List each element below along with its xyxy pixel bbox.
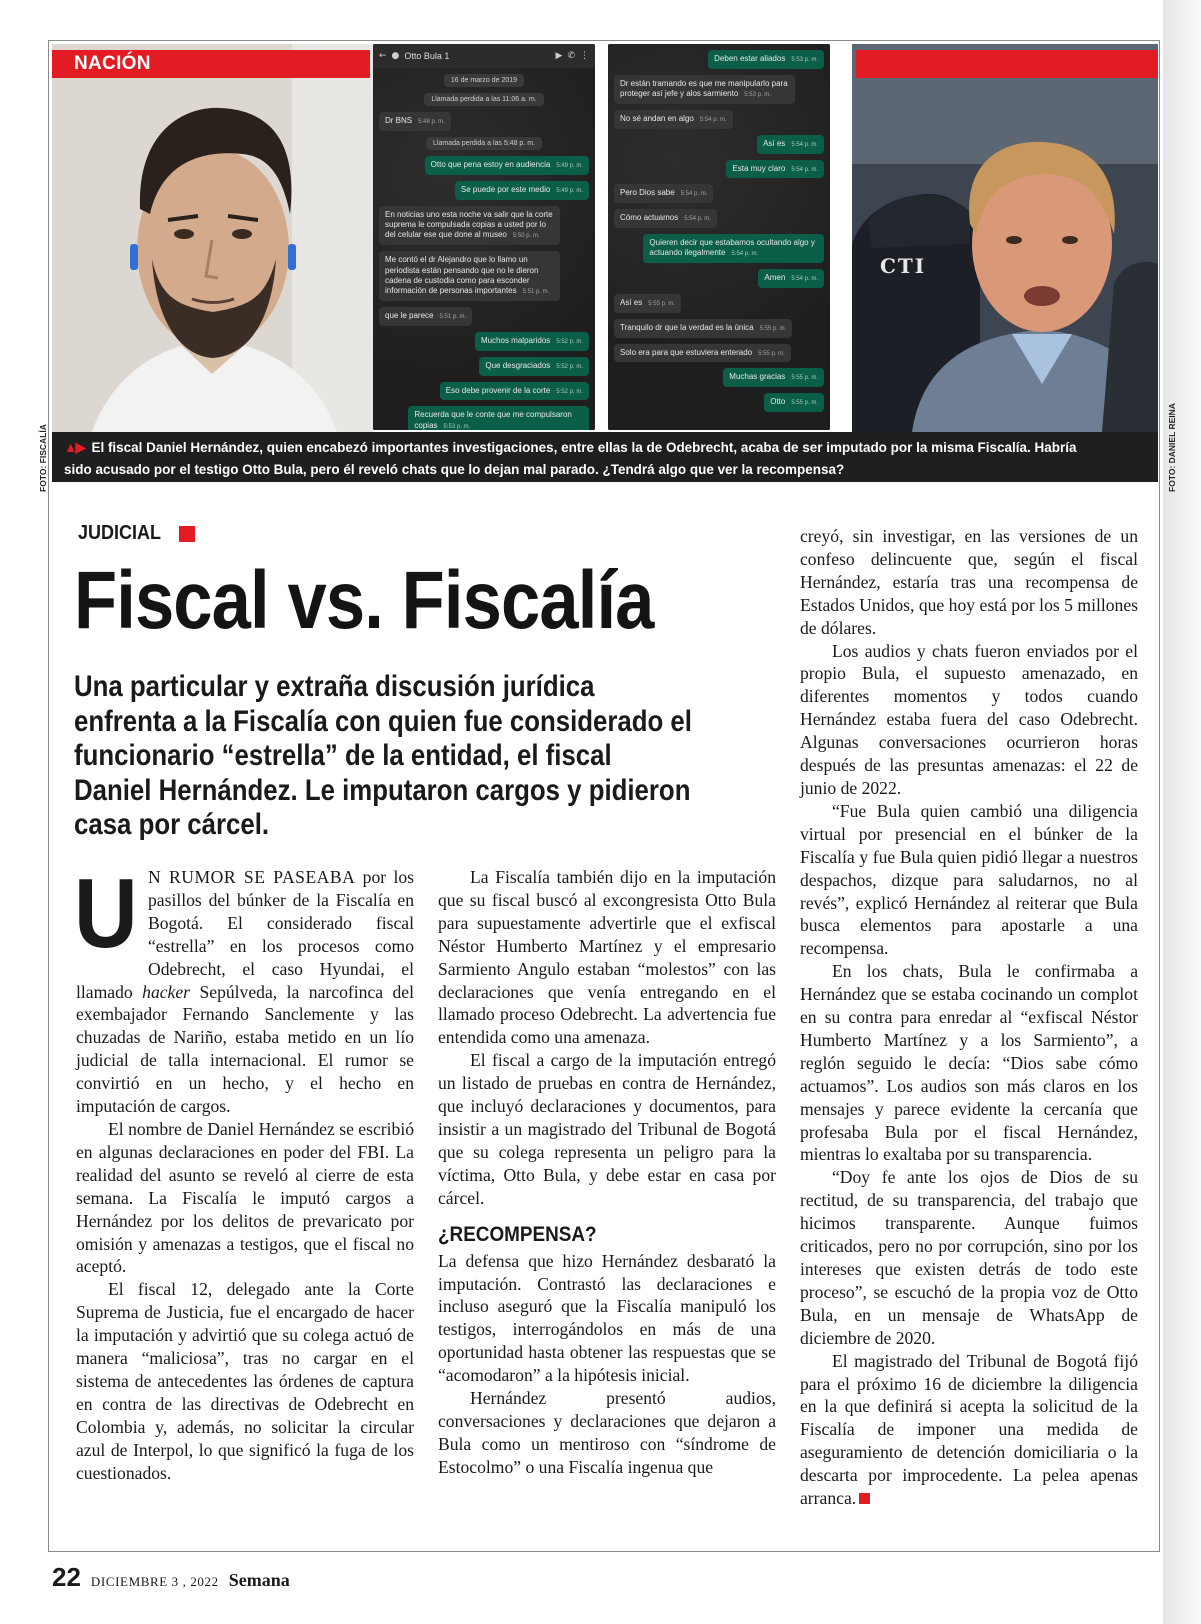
phone-icon: ✆: [567, 51, 575, 61]
chat-message-time: 5:51 p. m.: [439, 314, 467, 321]
chat-message-text: Recuerda que le conte que me compulsaron copias: [414, 410, 572, 430]
chat-message-sent: [440, 382, 589, 401]
page-footer: [52, 1562, 290, 1593]
chat-message-text: Llamada perdida a las 11:06 a. m.: [431, 96, 537, 104]
paragraph: “Doy fe ante los ojos de Dios de su rectitud, de su transparencia, del trabajo que hicimos transparente. Aunque fuimos criticados, pero no por corrupción, sino por los intereses que existen detrás de todo este proceso”, se escuchó de la propia voz de Otto Bula, en un mensaje de WhatsApp de diciembre de 2020.: [800, 1167, 1138, 1348]
portrait-illustration-right: [852, 44, 1158, 432]
paragraph: El fiscal a cargo de la imputación entregó un listado de pruebas en contra de Hernández, que incluyó declaraciones y documentos, para insistir a un magistrado del Tribunal de Bogotá que su colega representa un peligro para la víctima, Otto Bula, y debe estar en casa por cárcel.: [438, 1050, 776, 1208]
chat-message-text: Se puede por este medio: [460, 184, 551, 194]
end-of-article-icon: [859, 1493, 870, 1504]
chat-message-time: 5:48 p. m.: [418, 119, 445, 126]
chat-message-received: [614, 294, 681, 313]
page-edge-shadow: [1163, 0, 1201, 1624]
avatar-icon: ●: [391, 51, 400, 61]
chat-message-sent: [726, 160, 824, 179]
chat-message-received: [379, 206, 560, 246]
chat-message-text: Que desgraciados: [485, 360, 551, 370]
chat-message-time: 5:54 p. m.: [684, 216, 711, 223]
paragraph-lead-text-1: por los pasillos del búnker de la Fiscalía en Bogotá. El considerado fiscal “estrella” en los procesos como Odebrecht, el caso Hyundai, el llamado: [76, 867, 415, 1002]
chat-message-time: 5:55 p. m.: [791, 400, 818, 407]
article-column-1: [74, 858, 415, 1484]
chat-message-time: 5:53 p. m.: [791, 57, 818, 63]
photo-credit-right: FOTO: DANIEL REINA: [1167, 403, 1177, 492]
paragraph-lead-italic: hacker: [142, 981, 191, 1002]
paragraph: El nombre de Daniel Hernández se escribió en algunas declaraciones en poder del FBI. La realidad del asunto se reveló al cierre de esta semana. La Fiscalía le imputó cargos a Hernández por los delitos de prevaricato por omisión y amenazas a testigos, que el fiscal no aceptó.: [76, 1118, 414, 1277]
photo-otto-bula: [852, 44, 1158, 432]
chat-message-text: Muchas gracias: [729, 372, 786, 382]
chat-messages: [608, 44, 830, 430]
chat-message-time: 5:53 p. m.: [744, 92, 771, 99]
chat-message-sent: [643, 234, 824, 263]
chat-message-time: 5:52 p. m.: [556, 363, 583, 370]
publication-date: DICIEMBRE 3 , 2022: [90, 1574, 219, 1589]
article-section-label: JUDICIAL: [78, 522, 162, 544]
article-column-3: [800, 525, 1138, 1510]
chat-message-received: [614, 319, 792, 338]
chat-message-time: 5:49 p. m.: [556, 187, 583, 194]
chat-system-notice: [444, 74, 524, 87]
chat-message-text: que le parece: [385, 311, 434, 321]
cti-cap-text: CTI: [880, 254, 927, 278]
chat-message-sent: [758, 269, 824, 288]
paragraph-lead-text-2: Sepúlveda, la narcofinca del exembajador Fernando Sanclemente y las chuzadas de Nariño, estaba metido en un lío judicial de talla internacional. El rumor se convirtió en un hecho, y el hecho en imputación de cargos.: [76, 981, 414, 1117]
page-number: 22: [52, 1562, 81, 1592]
chat-message-time: 5:54 p. m.: [699, 116, 727, 123]
chat-message-text: Deben estar aliados: [714, 54, 786, 63]
chat-message-text: Dr están tramando es que me manipularlo para proteger así jefe y alos sarmiento: [620, 78, 788, 99]
chat-message-sent: [723, 368, 824, 387]
chat-message-text: Esta muy claro: [732, 163, 786, 173]
chat-message-received: [614, 75, 795, 104]
chat-message-time: 5:54 p. m.: [731, 251, 759, 258]
chat-message-received: [379, 251, 560, 301]
back-arrow-icon: ←: [379, 51, 387, 61]
paragraph: “Fue Bula quien cambió una diligencia virtual por presencial en el búnker de la Fiscalía y fue Bula quien pidió llegar a nuestros despachos, dizque para saludarnos, no al revés”, explicó Hernández al reiterar que Bula busca elementos para apostarle a una recompensa.: [800, 800, 1138, 959]
chat-message-text: Otto que pena estoy en audiencia: [430, 160, 551, 170]
chat-message-text: No sé andan en algo: [620, 113, 694, 123]
headline: Fiscal vs. Fiscalía: [74, 555, 654, 646]
whatsapp-chat-screenshot-1: [373, 44, 595, 430]
chat-message-time: 5:54 p. m.: [791, 276, 818, 283]
section-tag: NACIÓN: [74, 53, 151, 74]
chat-message-text: Otto: [770, 397, 786, 407]
section-square-icon: [179, 526, 195, 542]
deck-subtitle: Una particular y extraña discusión jurídica enfrenta a la Fiscalía con quien fue considerado el funcionario “estrella” de la entidad, el fiscal Daniel Hernández. Le imputaron cargos y pidieron casa por cárcel.: [74, 670, 692, 841]
paragraph-final-text: El magistrado del Tribunal de Bogotá fijó para el próximo 16 de diciembre la diligencia en la que definirá si acepta la solicitud de la Fiscalía de imponer una medida de aseguramiento de detención domiciliaria o la descarta por improcedente. La pelea apenas arranca.: [800, 1350, 1138, 1509]
chat-message-sent: [455, 181, 589, 200]
paragraph-continued: creyó, sin investigar, en las versiones de un confeso delincuente que, según el fiscal Hernández, estaría tras una recompensa de Estados Unidos, que hoy está por los 5 millones de dólares.: [800, 526, 1138, 638]
lead-caps: N RUMOR SE PASEABA: [148, 867, 356, 887]
paragraph: Hernández presentó audios, conversaciones y declaraciones que dejaron a Bula como un mentiroso con “síndrome de Estocolmo” o una Fiscalía ingenua que: [438, 1388, 776, 1477]
paragraph: El fiscal 12, delegado ante la Corte Suprema de Justicia, fue el encargado de hacer la imputación y advirtió que su colega actuó de manera “maliciosa”, tras no cargar en el sistema de antecedentes las órdenes de captura en contra de las directivas de Odebrecht en Colombia y, además, no solicitar la circular azul de Interpol, lo que significó la fuga de los cuestionados.: [76, 1279, 414, 1483]
more-options-icon: ⋮: [580, 51, 589, 61]
chat-message-time: 5:50 p. m.: [512, 233, 540, 240]
photo-daniel-hernandez: [52, 44, 374, 432]
chat-message-text: Dr BNS: [385, 116, 413, 126]
paragraph-final: [800, 1350, 1138, 1510]
chat-header: [373, 44, 595, 68]
chat-message-received: [614, 344, 791, 363]
subheading: ¿RECOMPENSA?: [438, 1222, 597, 1246]
chat-message-sent: [425, 156, 589, 175]
photo-credit-left: FOTO: FISCALÍA: [38, 424, 48, 492]
chat-message-sent: [708, 50, 824, 69]
paragraph-lead: [74, 858, 415, 1118]
article-column-2: [438, 866, 776, 1479]
chat-message-time: 5:55 p. m.: [759, 325, 787, 332]
chat-message-text: Cómo actuamos: [620, 213, 679, 223]
photo-caption-text: El fiscal Daniel Hernández, quien encabezó importantes investigaciones, entre ellas la de Odebrecht, acaba de ser imputado por la misma Fiscalía. Habría sido acusado por el testigo Otto Bula, pero él reveló chats que lo dejan mal parado. ¿Tendrá algo que ver la recompensa?: [64, 440, 1077, 478]
chat-message-time: 5:54 p. m.: [680, 191, 708, 198]
chat-message-text: Llamada perdida a las 5:48 p. m.: [433, 139, 535, 147]
chat-message-text: Eso debe provenir de la corte: [445, 385, 551, 395]
chat-message-sent: [475, 332, 589, 351]
paragraph: Los audios y chats fueron enviados por el propio Bula, el supuesto amenazado, en diferentes momentos y todos cuando Hernández estaba fuera del caso Odebrecht. Algunas conversaciones ocurrieron horas después de las presuntas amenazas: el 22 de junio de 2022.: [800, 640, 1138, 798]
publication-name: Semana: [228, 1570, 290, 1590]
chat-system-notice: [426, 137, 542, 150]
paragraph: En los chats, Bula le confirmaba a Hernández que se estaba cocinando un complot en su contra para enredar al “exfiscal Néstor Humberto Martínez y a los Sarmiento”, a reglón seguido le decía: “Dios sabe cómo actuamos”. Los audios son más claros en los mensajes y parece evidente la cercanía que profesaba Bula por el fiscal Hernández, mientras lo exaltaba por su transparencia.: [800, 961, 1138, 1165]
whatsapp-chat-screenshot-2: [608, 44, 830, 430]
photo-caption: [64, 437, 1081, 481]
chat-message-text: Amen: [764, 273, 786, 283]
chat-message-received: [379, 307, 472, 326]
paragraph: La Fiscalía también dijo en la imputación que su fiscal buscó al excongresista Otto Bula para supuestamente advertirle que el exfiscal Néstor Humberto Martínez y el empresario Sarmiento Angulo estaban “molestos” con las declaraciones que venía entregando en el llamado proceso Odebrecht. La advertencia fue entendida como una amenaza.: [438, 867, 776, 1048]
chat-message-received: [379, 112, 451, 131]
chat-message-received: [614, 209, 717, 228]
dropcap: U: [74, 858, 138, 968]
chat-message-text: 16 de marzo de 2019: [450, 77, 518, 84]
section-tag-bar-right: [856, 50, 1158, 78]
chat-message-time: 5:55 p. m.: [648, 300, 675, 307]
portrait-illustration-left: [52, 44, 374, 432]
chat-message-text: Así es: [620, 297, 643, 307]
video-call-icon: ▶: [555, 51, 563, 61]
chat-contact-name: Otto Bula 1: [404, 51, 450, 61]
dropcap-box: [74, 858, 140, 968]
chat-message-time: 5:49 p. m.: [556, 163, 583, 170]
chat-message-text: Tranquilo dr que la verdad es la única: [620, 322, 754, 332]
chat-message-sent: [479, 357, 589, 376]
chat-message-received: [614, 110, 733, 129]
chat-message-text: En noticias uno esta noche va salir que la corte suprema le compulsada copias a usted por lo del celular ese que done al museo: [385, 209, 553, 240]
chat-message-time: 5:55 p. m.: [758, 350, 785, 357]
caption-arrows-icon: ▲▶: [64, 440, 84, 456]
chat-message-sent: [408, 406, 589, 430]
chat-message-text: Muchos malparidos: [480, 336, 551, 346]
chat-message-text: Me contó el dr Alejandro que lo llamo un periodista están pensando que no le dieron cadena de custodia como para esconder información de personas importantes: [385, 255, 539, 296]
chat-message-text: Solo era para que estuviera enterado: [620, 347, 753, 357]
chat-message-time: 5:54 p. m.: [791, 166, 818, 173]
chat-message-sent: [757, 135, 824, 154]
chat-message-text: Pero Dios sabe: [620, 188, 675, 198]
chat-message-sent: [764, 393, 824, 412]
chat-messages: [373, 68, 595, 430]
chat-message-time: 5:53 p. m.: [443, 423, 471, 430]
chat-message-text: Así es: [763, 138, 786, 148]
chat-system-notice: [424, 93, 543, 106]
chat-message-time: 5:52 p. m.: [556, 388, 583, 395]
chat-message-received: [614, 184, 713, 203]
paragraph: La defensa que hizo Hernández desbarató la imputación. Contrastó las declaraciones e incluso aseguró que la Fiscalía manipuló los testigos, interrogándolos en más de una oportunidad hasta obtener las respuestas que se “acomodaron” a la hipótesis inicial.: [438, 1250, 776, 1386]
chat-message-time: 5:52 p. m.: [556, 339, 583, 346]
chat-message-time: 5:51 p. m.: [522, 289, 550, 296]
chat-message-text: Quieren decir que estabamos ocultando algo y actuando ilegalmente: [649, 237, 815, 258]
chat-message-time: 5:55 p. m.: [791, 375, 818, 382]
chat-message-time: 5:54 p. m.: [791, 141, 818, 148]
